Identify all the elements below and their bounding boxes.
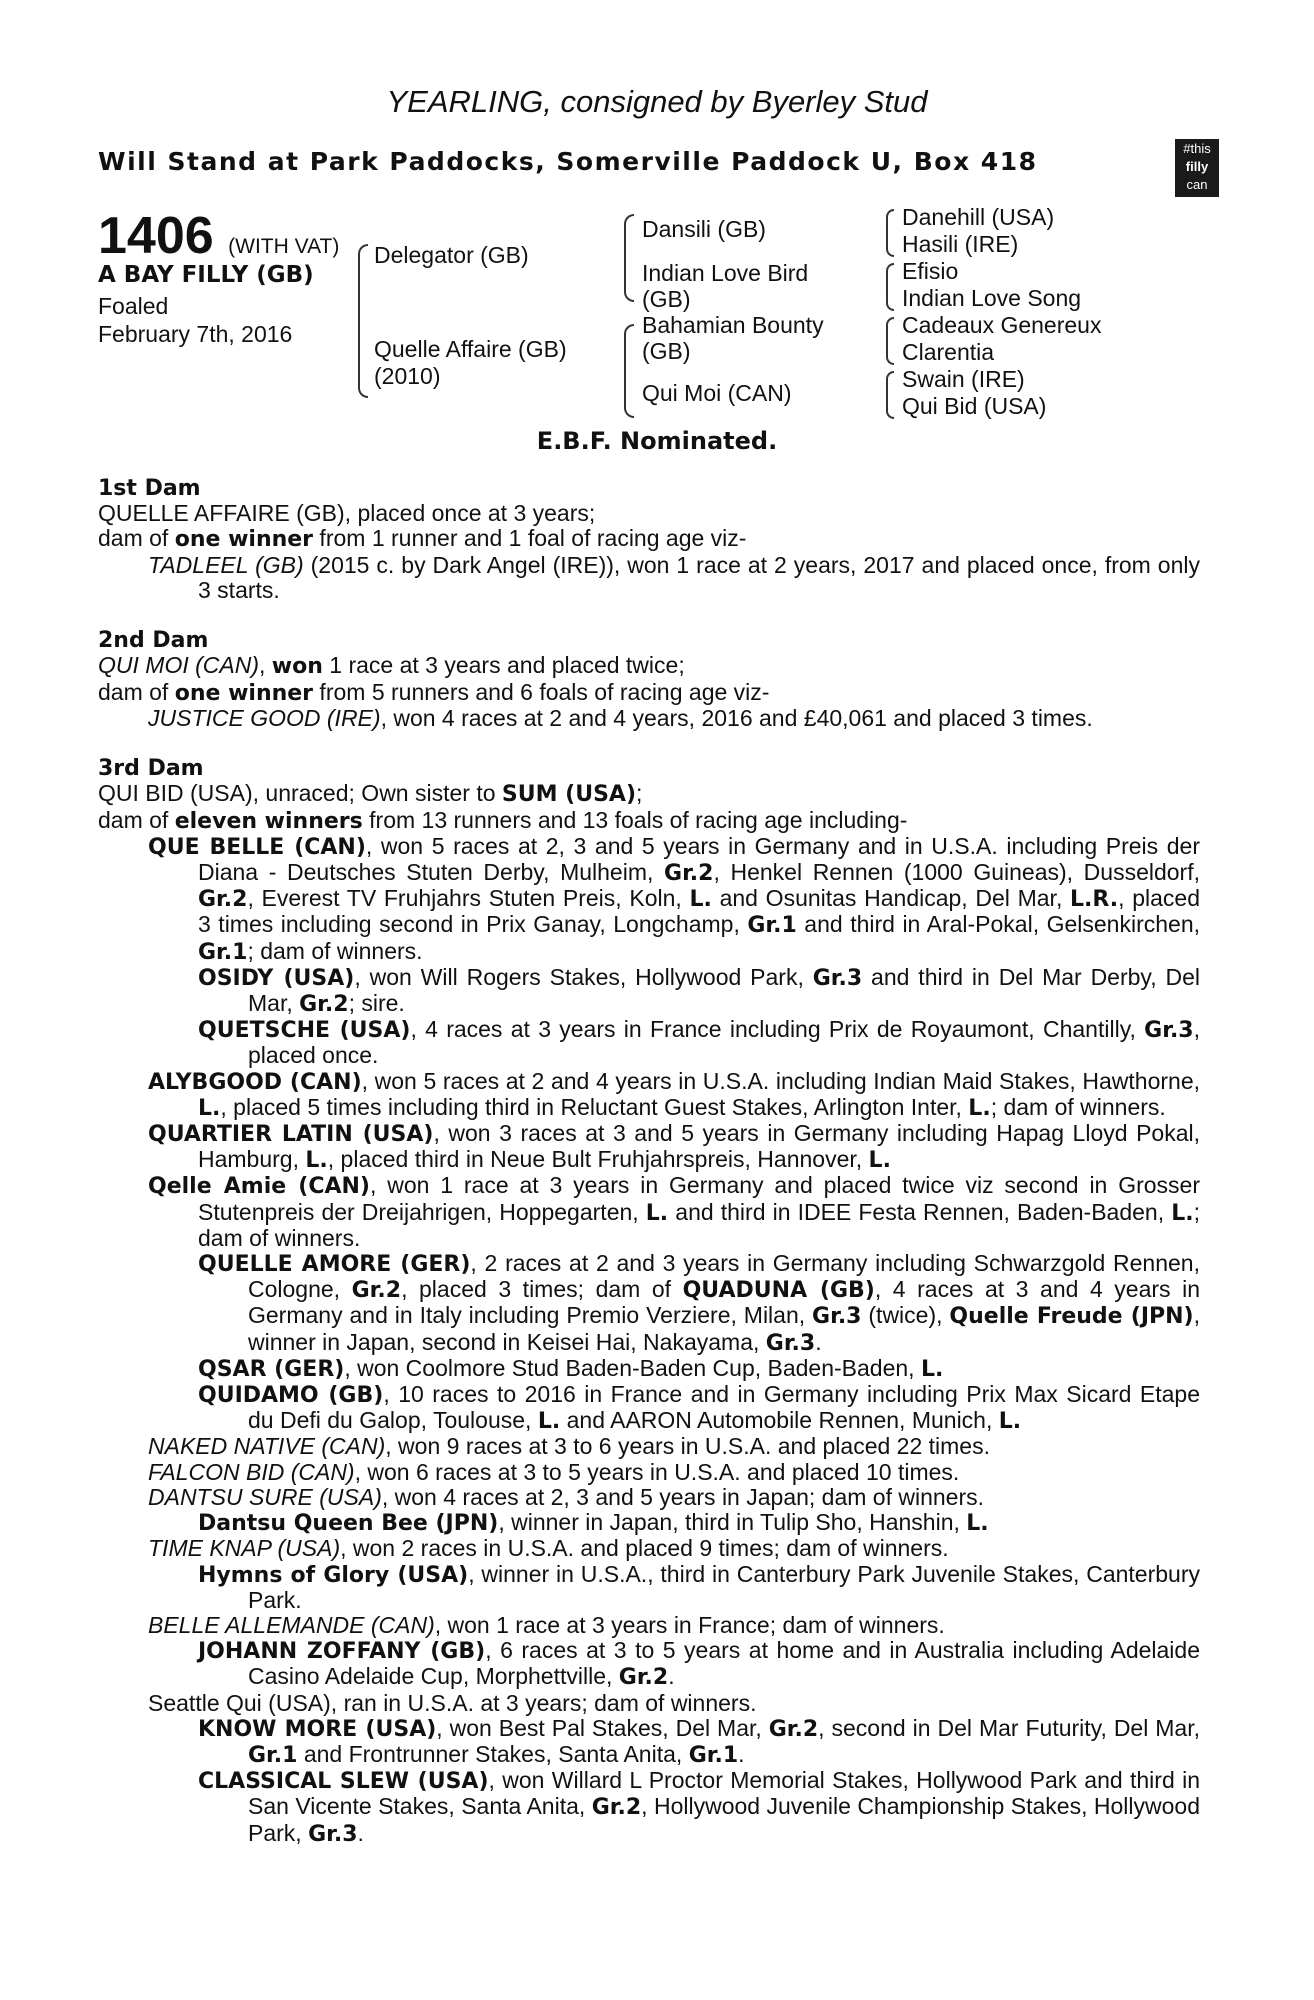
pedigree-bracket [624, 324, 634, 418]
produce-entry: JOHANN ZOFFANY (GB), 6 races at 3 to 5 years at home and in Australia including Adelaide Casino Adelaide Cup, Morphettville, Gr.2. [198, 1637, 1200, 1691]
second-dam-line: QUI MOI (CAN), won 1 race at 3 years and placed twice; [98, 652, 685, 680]
sire: Delegator (GB) [374, 242, 529, 268]
pedigree-bracket [886, 263, 894, 311]
produce-entry: ALYBGOOD (CAN), won 5 races at 2 and 4 years in U.S.A. including Indian Maid Stakes, Hawthorne, L., placed 5 times including third in Reluctant Guest Stakes, Arlington Inter, L.; dam of winners. [148, 1067, 1200, 1121]
produce-entry: Seattle Qui (USA), ran in U.S.A. at 3 years; dam of winners. [148, 1689, 757, 1716]
third-dam-line: QUI BID (USA), unraced; Own sister to SUM (USA); [98, 780, 643, 808]
gen3-5: Cadeaux Genereux [902, 312, 1102, 338]
produce-entry: DANTSU SURE (USA), won 4 races at 2, 3 and 5 years in Japan; dam of winners. [148, 1483, 985, 1510]
pedigree-bracket [886, 317, 894, 365]
gen3-8: Qui Bid (USA) [902, 393, 1047, 419]
gen3-2: Hasili (IRE) [902, 231, 1019, 257]
sire-dam: Indian Love Bird [642, 260, 809, 286]
pedigree-bracket [358, 244, 368, 398]
dam-year: (2010) [374, 363, 441, 389]
dam: Quelle Affaire (GB) [374, 336, 567, 362]
produce-entry: KNOW MORE (USA), won Best Pal Stakes, Del Mar, Gr.2, second in Del Mar Futurity, Del Mar, Gr.1 and Frontrunner Stakes, Santa Anita, Gr.1. [198, 1714, 1201, 1768]
dam-dam: Qui Moi (CAN) [642, 380, 792, 406]
produce-entry: NAKED NATIVE (CAN), won 9 races at 3 to 6 years in U.S.A. and placed 22 times. [148, 1433, 990, 1460]
produce-entry: TADLEEL (GB) (2015 c. by Dark Angel (IRE)), won 1 race at 2 years, 2017 and placed once, from only 3 starts. [148, 551, 1200, 603]
dam-sire: Bahamian Bounty [642, 312, 824, 338]
foaled-block [98, 292, 292, 348]
produce-entry: QUE BELLE (CAN), won 5 races at 2, 3 and 5 years in Germany and in U.S.A. including Preis der Diana - Deutsches Stuten Derby, Mulheim, Gr.2, Henkel Rennen (1000 Guineas), Dusseldorf, Gr.2, Everest TV Fruhjahrs Stuten Preis, Koln, L. and Osunitas Handicap, Del Mar, L.R., placed 3 times including second in Prix Ganay, Longchamp, Gr.1 and third in Aral-Pokal, Gelsenkirchen, Gr.1; dam of winners. [148, 832, 1201, 965]
foaled-date: February 7th, 2016 [98, 321, 293, 347]
produce-entry: QUIDAMO (GB), 10 races to 2016 in France and in Germany including Prix Max Sicard Etape du Defi du Galop, Toulouse, L. and AARON Automobile Rennen, Munich, L. [198, 1381, 1201, 1435]
first-dam-heading: 1st Dam [98, 476, 201, 501]
vat-note: (WITH VAT) [228, 235, 340, 258]
dam-sire-country: (GB) [642, 338, 691, 364]
gen3-4: Indian Love Song [902, 285, 1082, 311]
ebf-nominated: E.B.F. Nominated. [536, 427, 778, 455]
horse-description: A BAY FILLY (GB) [98, 262, 314, 288]
second-dam-heading: 2nd Dam [98, 628, 209, 654]
produce-entry: BELLE ALLEMANDE (CAN), won 1 race at 3 years in France; dam of winners. [148, 1611, 945, 1638]
stand-location: Will Stand at Park Paddocks, Somerville Paddock U, Box 418 [98, 147, 1038, 176]
third-dam-summary: dam of eleven winners from 13 runners and 13 foals of racing age including- [98, 806, 908, 834]
produce-entry: FALCON BID (CAN), won 6 races at 3 to 5 years in U.S.A. and placed 10 times. [148, 1458, 960, 1485]
foaled-label: Foaled [98, 293, 169, 319]
second-dam-summary: dam of one winner from 5 runners and 6 foals of racing age viz- [98, 678, 770, 706]
gen3-6: Clarentia [902, 339, 995, 365]
first-dam-summary: dam of one winner from 1 runner and 1 foal of racing age viz- [98, 525, 747, 553]
this-filly-can-logo [1175, 139, 1219, 197]
gen3-3: Efisio [902, 258, 959, 284]
sire-dam-country: (GB) [642, 286, 691, 312]
pedigree-bracket [886, 209, 894, 257]
pedigree-bracket [886, 371, 894, 419]
produce-entry: Hymns of Glory (USA), winner in U.S.A., third in Canterbury Park Juvenile Stakes, Canterbury Park. [198, 1560, 1200, 1613]
lot-number: 1406 [98, 207, 214, 265]
produce-entry: QUETSCHE (USA), 4 races at 3 years in France including Prix de Royaumont, Chantilly, Gr.3, placed once. [198, 1016, 1200, 1069]
pedigree-bracket [624, 214, 634, 302]
gen3-7: Swain (IRE) [902, 366, 1025, 392]
produce-entry: CLASSICAL SLEW (USA), won Willard L Proctor Memorial Stakes, Hollywood Park and third in San Vicente Stakes, Santa Anita, Gr.2, Hollywood Juvenile Championship Stakes, Hollywood Park, Gr.3. [198, 1767, 1201, 1847]
third-dam-heading: 3rd Dam [98, 756, 204, 782]
produce-entry: JUSTICE GOOD (IRE), won 4 races at 2 and 4 years, 2016 and £40,061 and placed 3 times. [148, 704, 1093, 731]
produce-entry: QUARTIER LATIN (USA), won 3 races at 3 and 5 years in Germany including Hapag Lloyd Pokal, Hamburg, L., placed third in Neue Bult Fruhjahrspreis, Hannover, L. [148, 1120, 1201, 1174]
produce-entry: OSIDY (USA), won Will Rogers Stakes, Hollywood Park, Gr.3 and third in Del Mar Derby, Del Mar, Gr.2; sire. [198, 963, 1201, 1018]
first-dam-line: QUELLE AFFAIRE (GB), placed once at 3 years; [98, 500, 596, 527]
produce-record [98, 476, 1200, 1847]
sire-sire: Dansili (GB) [642, 216, 766, 242]
badge-line-2: filly [1185, 159, 1209, 174]
produce-entry: QSAR (GER), won Coolmore Stud Baden-Baden Cup, Baden-Baden, L. [198, 1354, 944, 1382]
badge-line-1: #this [1183, 141, 1211, 156]
produce-entry: Qelle Amie (CAN), won 1 race at 3 years in Germany and placed twice viz second in Grosser Stutenpreis der Dreijahrigen, Hoppegarten, L. and third in IDEE Festa Rennen, Baden-Baden, L.; dam of winners. [148, 1172, 1200, 1251]
produce-entry: QUELLE AMORE (GER), 2 races at 2 and 3 years in Germany including Schwarzgold Rennen, Cologne, Gr.2, placed 3 times; dam of QUADUNA (GB), 4 races at 3 and 4 years in Germany and in Italy including Premio Verziere, Milan, Gr.3 (twice), Quelle Freude (JPN), winner in Japan, second in Keisei Hai, Nakayama, Gr.3. [198, 1250, 1200, 1356]
badge-line-3: can [1186, 177, 1208, 192]
produce-entry: TIME KNAP (USA), won 2 races in U.S.A. and placed 9 times; dam of winners. [148, 1535, 949, 1562]
page-title: YEARLING, consigned by Byerley Stud [386, 84, 928, 119]
gen3-1: Danehill (USA) [902, 204, 1055, 230]
produce-entry: Dantsu Queen Bee (JPN), winner in Japan, third in Tulip Sho, Hanshin, L. [198, 1509, 989, 1537]
